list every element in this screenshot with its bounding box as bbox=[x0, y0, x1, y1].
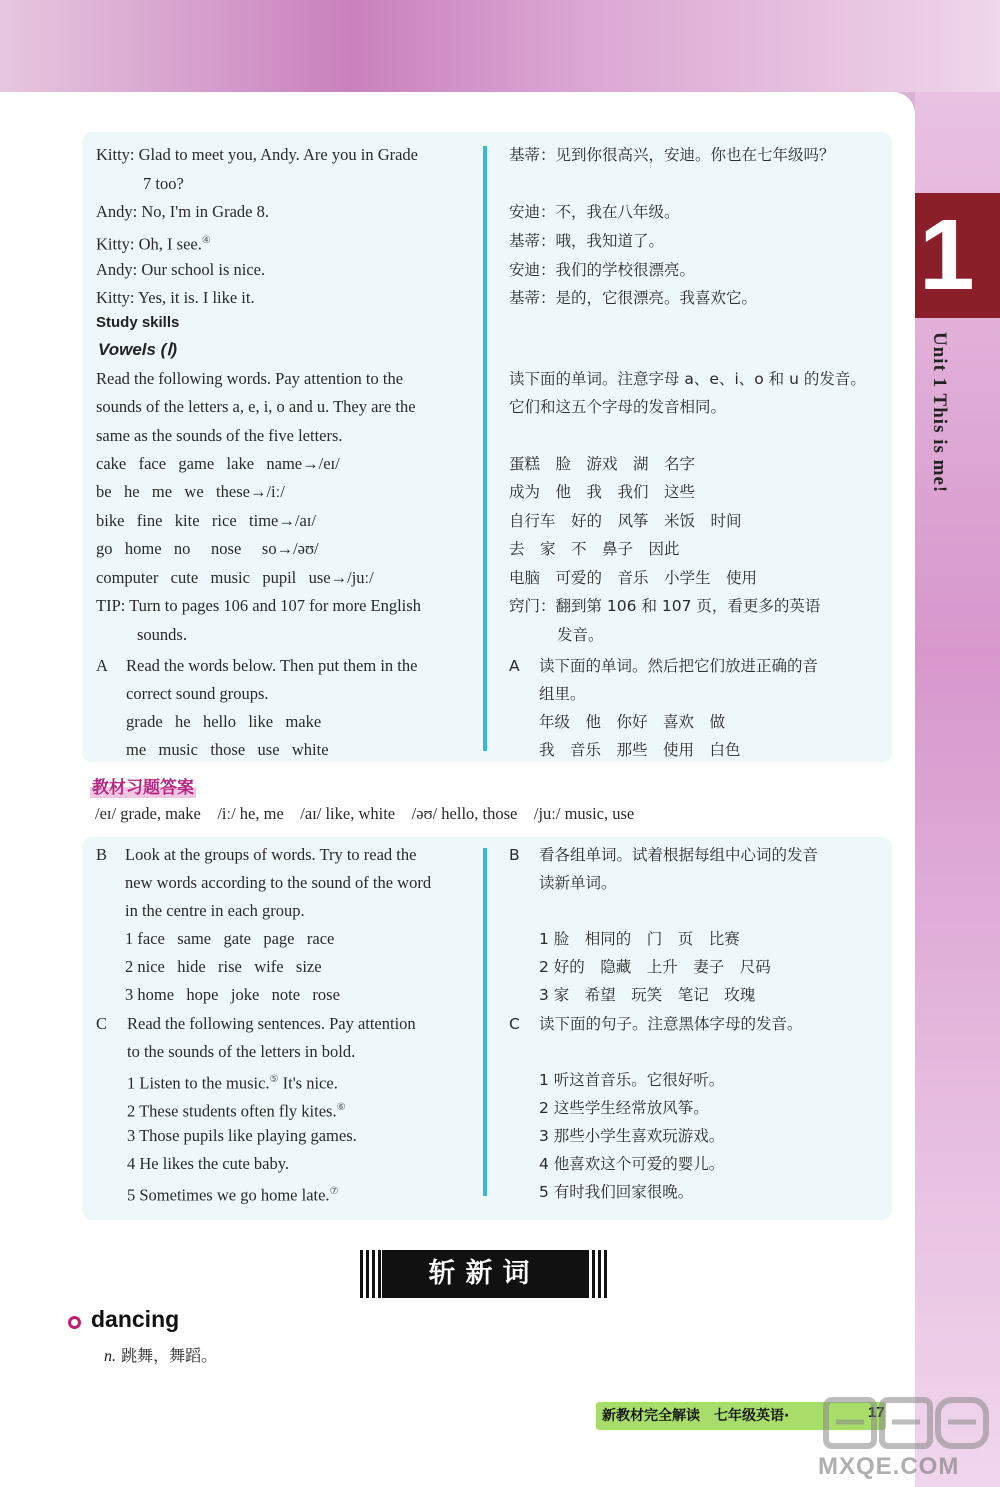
word-row-en: go home no nose so→/əʊ/ bbox=[96, 539, 319, 558]
exercise-b-zh-line: 3 家 希望 玩笑 笔记 玫瑰 bbox=[539, 986, 756, 1004]
exercise-a-en-line: correct sound groups. bbox=[126, 684, 269, 703]
exercise-c-zh-line: 3 那些小学生喜欢玩游戏。 bbox=[539, 1127, 725, 1145]
dialogue-zh-line: 安迪：不，我在八年级。 bbox=[509, 203, 680, 221]
exercise-a-zh-line: 年级 他 你好 喜欢 做 bbox=[539, 713, 726, 731]
tip-en-line: sounds. bbox=[137, 625, 187, 644]
exercise-a-en-line: grade he hello like make bbox=[126, 712, 322, 731]
word-row-zh: 自行车 好的 风筝 米饭 时间 bbox=[509, 512, 742, 530]
dialogue-zh-line: 基蒂：见到你很高兴，安迪。你也在七年级吗？ bbox=[509, 146, 835, 164]
exercise-b-zh-line: 读新单词。 bbox=[539, 874, 617, 892]
exercise-b-zh-line: 2 好的 隐藏 上升 妻子 尺码 bbox=[539, 958, 771, 976]
exercise-c-zh-line: 2 这些学生经常放风筝。 bbox=[539, 1099, 709, 1117]
exercise-c-zh-line: 5 有时我们回家很晚。 bbox=[539, 1183, 694, 1201]
exercise-b-en-line: 2 nice hide rise wife size bbox=[125, 957, 322, 976]
study-skills-heading: Study skills bbox=[96, 314, 180, 331]
word-row-zh: 去 家 不 鼻子 因此 bbox=[509, 540, 680, 558]
exercise-c-en-line: Read the following sentences. Pay attention bbox=[127, 1014, 416, 1033]
exercise-c-letter-zh: C bbox=[509, 1015, 520, 1033]
section-banner bbox=[360, 1250, 608, 1298]
exercise-a-en-line: me music those use white bbox=[126, 740, 329, 759]
exercise-b-en-line: Look at the groups of words. Try to read the bbox=[125, 845, 417, 864]
exercise-c-en-line: to the sounds of the letters in bold. bbox=[127, 1042, 356, 1061]
exercise-a-zh-line: 组里。 bbox=[539, 685, 586, 703]
exercise-c-en-line: 4 He likes the cute baby. bbox=[127, 1154, 290, 1173]
exercise-b-en-line: new words according to the sound of the word bbox=[125, 873, 432, 892]
exercise-b-en-line: in the centre in each group. bbox=[125, 901, 305, 920]
watermark-logo-icon bbox=[822, 1392, 992, 1452]
column-divider-bottom bbox=[483, 848, 487, 1196]
exercise-b-en-line: 1 face same gate page race bbox=[125, 929, 335, 948]
dialogue-en-line: Kitty: Glad to meet you, Andy. Are you in Grade bbox=[96, 145, 418, 164]
exercise-b-zh-line: 看各组单词。试着根据每组中心词的发音 bbox=[539, 846, 819, 864]
word-row-zh: 成为 他 我 我们 这些 bbox=[509, 483, 696, 501]
intro-en-line: sounds of the letters a, e, i, o and u. They are the bbox=[96, 397, 416, 416]
word-row-en: cake face game lake name→/eɪ/ bbox=[96, 454, 340, 473]
word-row-zh: 蛋糕 脸 游戏 湖 名字 bbox=[509, 455, 696, 473]
exercise-a-letter-zh: A bbox=[509, 657, 520, 675]
note-mark-4: ④ bbox=[201, 235, 211, 246]
exercise-a-en-line: Read the words below. Then put them in the bbox=[126, 656, 418, 675]
exercise-c-en-line: 1 Listen to the music.⑤ It's nice. bbox=[127, 1073, 338, 1093]
exercise-b-letter-zh: B bbox=[509, 846, 520, 864]
tip-en-line: TIP: Turn to pages 106 and 107 for more English bbox=[96, 596, 421, 615]
dialogue-en-line: Kitty: Oh, I see.④ bbox=[96, 234, 211, 254]
exercise-c-zh-line: 1 听这首音乐。它很好听。 bbox=[539, 1071, 725, 1089]
dialogue-zh-line: 安迪：我们的学校很漂亮。 bbox=[509, 261, 696, 279]
answer-line: /eɪ/ grade, make /iː/ he, me /aɪ/ like, white /əʊ/ hello, those /juː/ music, use bbox=[95, 804, 635, 823]
note-mark-5: ⑤ bbox=[269, 1074, 279, 1085]
exercise-b-en-line: 3 home hope joke note rose bbox=[125, 985, 340, 1004]
exercise-c-zh-line: 4 他喜欢这个可爱的婴儿。 bbox=[539, 1155, 725, 1173]
unit-number: 1 bbox=[919, 199, 975, 311]
dialogue-zh-line: 基蒂：哦，我知道了。 bbox=[509, 232, 665, 250]
tip-zh-line: 窍门：翻到第 106 和 107 页，看更多的英语 bbox=[509, 597, 821, 615]
dialogue-en-line: Andy: No, I'm in Grade 8. bbox=[96, 202, 269, 221]
page-number: 17 bbox=[868, 1404, 885, 1421]
exercise-a-zh-line: 读下面的单词。然后把它们放进正确的音 bbox=[539, 657, 819, 675]
word-row-en: be he me we these→/iː/ bbox=[96, 482, 285, 501]
new-word-definition: n. 跳舞，舞蹈。 bbox=[104, 1346, 218, 1365]
exercise-c-en-line: 5 Sometimes we go home late.⑦ bbox=[127, 1185, 339, 1205]
exercise-c-en-line: 3 Those pupils like playing games. bbox=[127, 1126, 357, 1145]
note-mark-7: ⑦ bbox=[329, 1186, 339, 1197]
exercise-c-en-line: 2 These students often fly kites.⑥ bbox=[127, 1101, 346, 1121]
exercise-c-zh-line: 读下面的句子。注意黑体字母的发音。 bbox=[539, 1015, 803, 1033]
watermark-url: MXQE.COM bbox=[818, 1453, 960, 1480]
intro-en-line: same as the sounds of the five letters. bbox=[96, 426, 343, 445]
exercise-b-zh-line: 1 脸 相同的 门 页 比赛 bbox=[539, 930, 740, 948]
answer-heading: 教材习题答案 bbox=[90, 773, 196, 798]
tip-zh-line: 发音。 bbox=[557, 626, 604, 644]
intro-zh-line: 它们和这五个字母的发音相同。 bbox=[509, 398, 727, 416]
exercise-c-letter: C bbox=[96, 1014, 108, 1033]
unit-title-vertical: Unit 1 This is me! bbox=[929, 332, 950, 494]
exercise-a-letter: A bbox=[96, 656, 108, 675]
intro-zh-line: 读下面的单词。注意字母 a、e、i、o 和 u 的发音。 bbox=[509, 370, 866, 388]
bullet-icon bbox=[68, 1316, 81, 1329]
dialogue-en-line: 7 too? bbox=[143, 174, 184, 193]
banner-stripes-left bbox=[360, 1250, 382, 1298]
exercise-b-letter: B bbox=[96, 845, 108, 864]
vowels-heading: Vowels (Ⅰ) bbox=[98, 340, 178, 359]
banner-stripes-right bbox=[586, 1250, 608, 1298]
top-decor-band bbox=[0, 0, 1000, 92]
dialogue-en-line: Andy: Our school is nice. bbox=[96, 260, 266, 279]
dialogue-zh-line: 基蒂：是的，它很漂亮。我喜欢它。 bbox=[509, 289, 758, 307]
word-row-en: computer cute music pupil use→/juː/ bbox=[96, 568, 374, 587]
intro-en-line: Read the following words. Pay attention to the bbox=[96, 369, 404, 388]
dialogue-en-line: Kitty: Yes, it is. I like it. bbox=[96, 288, 255, 307]
word-row-en: bike fine kite rice time→/aɪ/ bbox=[96, 511, 316, 530]
footer-book-title: 新教材完全解读 七年级英语· bbox=[602, 1408, 790, 1424]
exercise-a-zh-line: 我 音乐 那些 使用 白色 bbox=[539, 741, 741, 759]
column-divider-top bbox=[483, 146, 487, 751]
note-mark-6: ⑥ bbox=[336, 1102, 346, 1113]
word-row-zh: 电脑 可爱的 音乐 小学生 使用 bbox=[509, 569, 758, 587]
banner-title: 斩新词 bbox=[382, 1250, 586, 1298]
new-word: dancing bbox=[91, 1306, 180, 1332]
